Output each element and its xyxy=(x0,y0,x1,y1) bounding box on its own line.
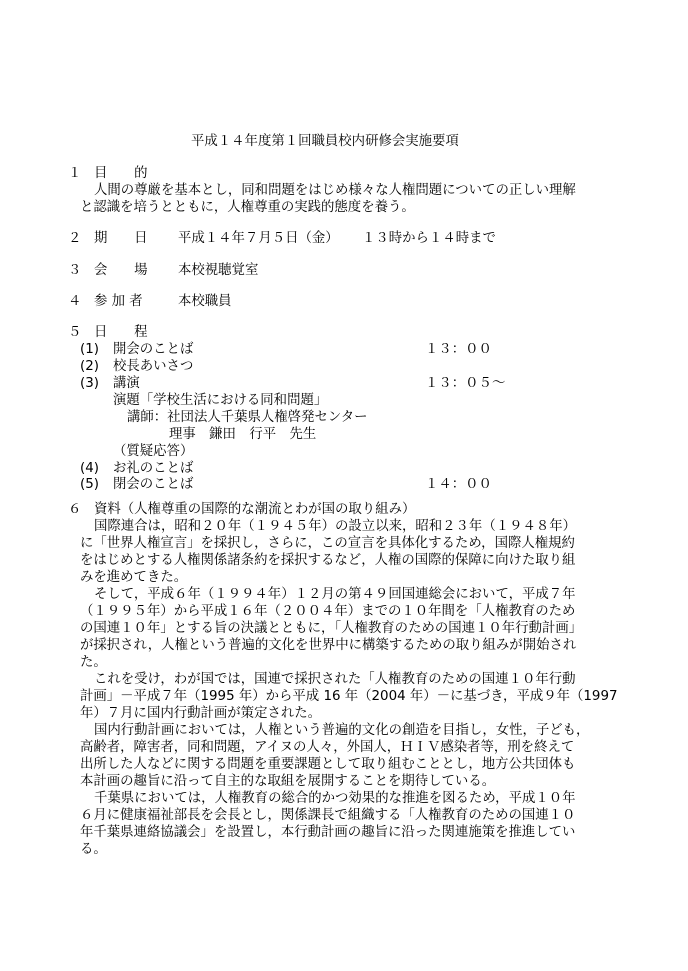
resource-text-line: （１９９５年）から平成１６年（２００４年）までの１０年間を「人権教育のため xyxy=(80,604,576,619)
schedule-item-text: 開会のことば xyxy=(113,342,194,357)
section-5-number: ５ xyxy=(68,325,82,340)
resource-text-line: が採択され，人権という普遍的文化を世界中に構築するための取り組みが開始され xyxy=(80,638,577,653)
section-4-label: 参 加 者 xyxy=(94,294,143,309)
schedule-item-number: (2) xyxy=(80,359,99,374)
schedule-item-time: １３：０５～ xyxy=(425,376,506,391)
lecture-qa: （質疑応答） xyxy=(113,444,194,459)
schedule-item-time: １４：００ xyxy=(425,477,492,492)
schedule-item-text: 閉会のことば xyxy=(113,477,194,492)
schedule-item-text: 講演 xyxy=(113,376,140,391)
resource-text-line: た。 xyxy=(80,655,107,670)
resource-text-line: ６月に健康福祉部長を会長とし，関係課長で組織する「人権教育のための国連１０ xyxy=(80,808,576,823)
schedule-item-text: お礼のことば xyxy=(113,461,194,476)
resource-text-line: る。 xyxy=(80,842,107,857)
schedule-item-time: １３：００ xyxy=(425,342,492,357)
resource-text-line: 年）７月に国内行動計画が策定された。 xyxy=(80,706,322,721)
resource-text-line: 出所した人などに関する問題を重要課題として取り組むこととし，地方公共団体も xyxy=(80,757,576,772)
lecture-theme: 演題「学校生活における同和問題」 xyxy=(113,393,328,408)
participants: 本校職員 xyxy=(178,294,232,309)
section-1-text-line: と認識を培うとともに，人権尊重の実践的態度を養う。 xyxy=(80,200,415,215)
event-date: 平成１４年７月５日（金） xyxy=(178,231,339,246)
resource-text-line: の国連１０年」とする旨の決議とともに，「人権教育のための国連１０年行動計画」 xyxy=(80,621,583,636)
section-6-heading: 資料（人権尊重の国際的な潮流とわが国の取り組み） xyxy=(94,502,416,517)
schedule-item-number: (5) xyxy=(80,477,99,492)
section-1-number: １ xyxy=(68,166,82,181)
resource-text-line: をはじめとする人権関係諸条約を採択するなど，人権の国際的保障に向けた取り組 xyxy=(80,553,576,568)
resource-text-line: そして，平成６年（１９９４年）１２月の第４９回国連総会において，平成７年 xyxy=(94,587,576,602)
section-2-label: 期 日 xyxy=(94,231,148,246)
lecturer-name: 理事 鎌田 行平 先生 xyxy=(169,427,317,442)
section-4-number: ４ xyxy=(68,294,82,309)
resource-text-line: 計画」－平成７年（1995 年）から平成 16 年（2004 年）－に基づき，平成９年（1997 xyxy=(80,689,618,704)
resource-text-line: 国際連合は，昭和２０年（１９４５年）の設立以来，昭和２３年（１９４８年） xyxy=(94,519,577,534)
schedule-item-number: (3) xyxy=(80,376,99,391)
lecturer-affiliation: 講師：社団法人千葉県人権啓発センター xyxy=(127,410,368,425)
section-2-number: ２ xyxy=(68,231,82,246)
section-6-number: ６ xyxy=(68,502,82,517)
section-3-label: 会 場 xyxy=(94,263,148,278)
event-time: １３時から１４時まで xyxy=(362,231,496,246)
schedule-item-number: (1) xyxy=(80,342,99,357)
resource-text-line: 高齢者，障害者，同和問題，アイヌの人々，外国人，ＨＩＶ感染者等，刑を終えて xyxy=(80,740,575,755)
resource-text-line: 年千葉県連絡協議会」を設置し，本行動計画の趣旨に沿った関連施策を推進してい xyxy=(80,825,576,840)
section-1-text-line: 人間の尊厳を基本とし，同和問題をはじめ様々な人権問題についての正しい理解 xyxy=(94,183,576,198)
resource-text-line: これを受け，わが国では，国連で採択された「人権教育のための国連１０年行動 xyxy=(94,672,576,687)
resource-text-line: 本計画の趣旨に沿って自主的な取組を展開することを期待している。 xyxy=(80,774,496,789)
schedule-item-number: (4) xyxy=(80,461,99,476)
resource-text-line: みを進めてきた。 xyxy=(80,570,188,585)
document-title: 平成１４年度第１回職員校内研修会実施要項 xyxy=(191,134,459,149)
resource-text-line: 国内行動計画においては，人権という普遍的文化の創造を目指し，女性，子ども， xyxy=(94,723,590,738)
section-5-label: 日 程 xyxy=(94,325,148,340)
schedule-item-text: 校長あいさつ xyxy=(113,359,194,374)
resource-text-line: 千葉県においては，人権教育の総合的かつ効果的な推進を図るため，平成１０年 xyxy=(94,791,576,806)
venue: 本校視聴覚室 xyxy=(178,263,259,278)
section-1-label: 目 的 xyxy=(94,166,148,181)
resource-text-line: に「世界人権宣言」を採択し，さらに，この宣言を具体化するため，国際人権規約 xyxy=(80,536,575,551)
section-3-number: ３ xyxy=(68,263,82,278)
